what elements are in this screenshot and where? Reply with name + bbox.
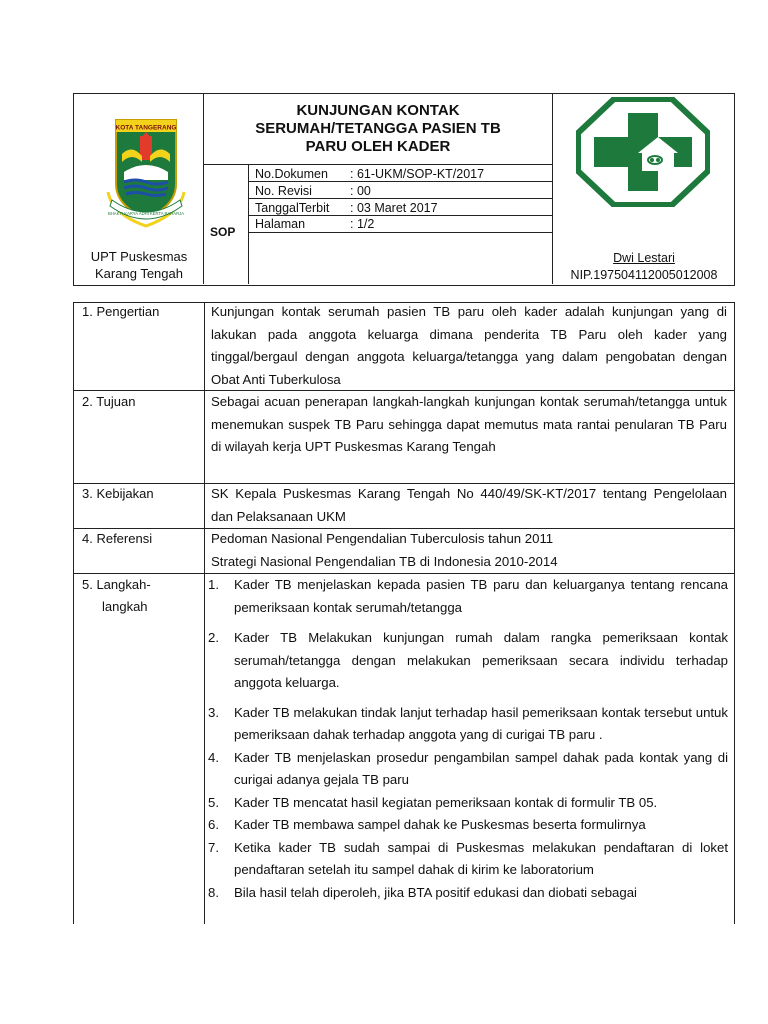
step-number: 5.: [208, 794, 219, 810]
signer-name: Dwi Lestari: [613, 251, 675, 265]
step-number: 1.: [208, 577, 219, 592]
step-item: [208, 702, 728, 747]
step-item: [208, 814, 728, 837]
step-text: Kader TB menjelaskan prosedur pengambilan sampel dahak pada kontak yang di curigai adanya gejala TB paru: [234, 749, 728, 787]
doc-info-label: No. Revisi: [255, 184, 312, 198]
row-text-pengertian: Kunjungan kontak serumah pasien TB paru oleh kader adalah kunjungan yang di lakukan pada anggota keluarga dimana penderita TB Paru oleh kader yang tinggal/bergaul dengan anggota keluarga/tetangga yang dalam pengobatan dengan Obat Anti Tuberkulosa: [211, 304, 727, 387]
header-divider: [203, 164, 552, 165]
row-label-kebijakan: 3. Kebijakan: [82, 486, 154, 501]
row-text-tujuan: Sebagai acuan penerapan langkah-langkah kunjungan kontak serumah/tetangga untuk menemukan suspek TB Paru sehingga dapat memutus mata rantai penularan TB Paru di wilayah kerja UPT Puskesmas Karang Tengah: [211, 394, 727, 454]
row-label-langkah: [82, 574, 151, 618]
step-number: 6.: [208, 817, 219, 832]
step-text: Kader TB melakukan tindak lanjut terhadap hasil pemeriksaan kontak tersebut untuk pemeriksaan dahak terhadap anggota yang di curigai TB paru .: [234, 704, 728, 742]
title-line-3: PARU OLEH KADER: [305, 138, 451, 155]
label-line-2: langkah: [102, 599, 148, 614]
step-text: Kader TB menjelaskan kepada pasien TB paru dan keluarganya tentang rencana pemeriksaan kontak serumah/tetangga: [234, 577, 728, 615]
kota-tangerang-emblem: [104, 114, 188, 234]
puskesmas-logo: [576, 97, 710, 207]
doc-info-label: Halaman: [255, 217, 306, 231]
signer-nip: NIP.197504112005012008: [570, 268, 718, 282]
doc-info-value: : 00: [350, 184, 371, 198]
doc-info-value: : 1/2: [350, 217, 375, 231]
row-label-referensi: 4. Referensi: [82, 531, 153, 546]
unit-name: [74, 248, 204, 282]
steps-list: [208, 574, 728, 904]
step-item: [208, 574, 728, 619]
step-text: Kader TB membawa sampel dahak ke Puskesmas beserta formulirnya: [234, 817, 646, 832]
sop-content-table: [73, 302, 735, 924]
step-text: Ketika kader TB sudah sampai di Puskesmas melakukan pendaftaran di loket pendaftaran setelah itu sampel dahak di kirim ke laboratorium: [234, 839, 728, 877]
step-text: Bila hasil telah diperoleh, jika BTA positif edukasi dan diobati sebagai: [234, 884, 637, 900]
header-divider: [248, 232, 552, 233]
reference-item: Pedoman Nasional Pengendalian Tuberculosis tahun 2011: [211, 531, 554, 546]
step-text: Kader TB Melakukan kunjungan rumah dalam rangka pemeriksaan kontak serumah/tetangga dengan melakukan pemeriksaan secara individu terhadap anggota keluarga.: [234, 630, 728, 690]
row-label-tujuan: 2. Tujuan: [82, 394, 136, 409]
sop-header-table: [73, 93, 735, 286]
unit-line-1: UPT Puskesmas: [90, 249, 188, 264]
step-item: [208, 882, 728, 905]
doc-info-value: : 61-UKM/SOP-KT/2017: [350, 167, 485, 181]
header-divider: [248, 165, 249, 284]
emblem-title: KOTA TANGERANG: [115, 124, 177, 132]
step-item: [208, 747, 728, 792]
signature-block: [552, 250, 736, 284]
step-number: 8.: [208, 884, 219, 900]
title-line-2: SERUMAH/TETANGGA PASIEN TB: [255, 120, 501, 137]
doc-info-label: TanggalTerbit: [255, 201, 330, 215]
step-number: 4.: [208, 749, 219, 765]
step-number: 3.: [208, 704, 219, 720]
step-number: 2.: [208, 630, 219, 645]
document-title: [204, 102, 552, 156]
row-label-pengertian: 1. Pengertian: [82, 304, 160, 319]
reference-item: Strategi Nasional Pengendalian TB di Indonesia 2010-2014: [211, 553, 558, 569]
step-number: 7.: [208, 839, 219, 855]
row-text-referensi: [211, 528, 727, 573]
doc-info-label: No.Dokumen: [255, 167, 328, 181]
step-text: Kader TB mencatat hasil kegiatan pemeriksaan kontak di formulir TB 05.: [234, 794, 658, 810]
step-item: [208, 837, 728, 882]
column-divider: [204, 303, 205, 924]
unit-line-2: Karang Tengah: [95, 266, 183, 281]
doc-info-value: : 03 Maret 2017: [350, 201, 438, 215]
title-line-1: KUNJUNGAN KONTAK: [296, 102, 460, 119]
emblem-motto: BHAKTI KARYA ADHI KERTA RAHARJA: [107, 211, 185, 216]
sop-label: SOP: [210, 225, 236, 239]
row-text-kebijakan: SK Kepala Puskesmas Karang Tengah No 440/49/SK-KT/2017 tentang Pengelolaan dan Pelaksanaan UKM: [211, 486, 727, 524]
step-item: [208, 792, 728, 815]
step-item: [208, 627, 728, 695]
label-line-1: 5. Langkah-: [82, 577, 151, 592]
